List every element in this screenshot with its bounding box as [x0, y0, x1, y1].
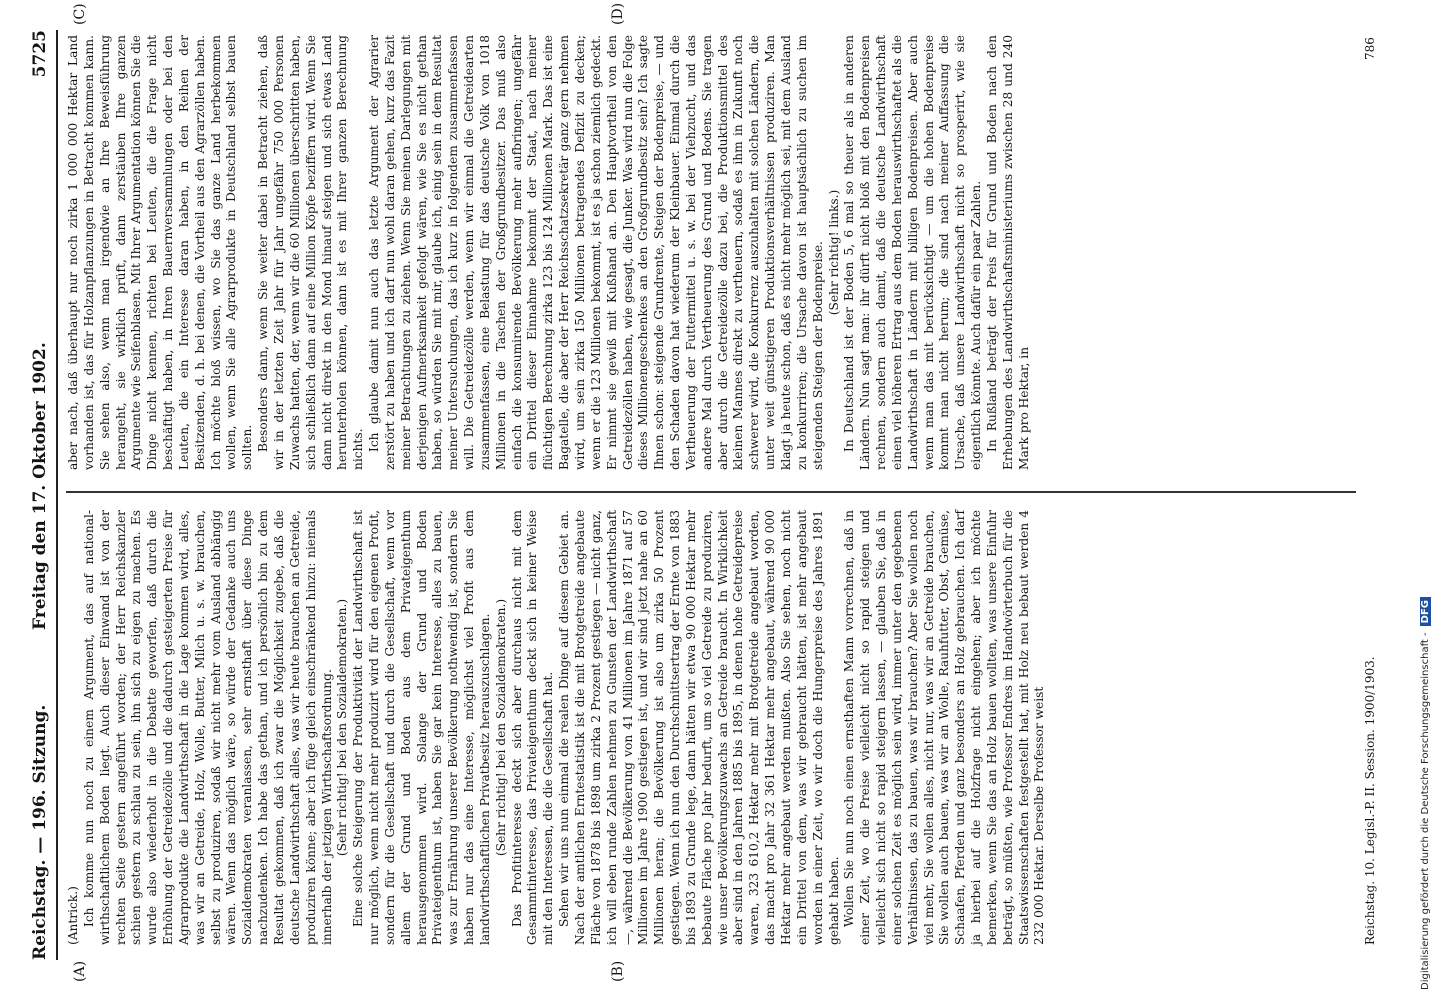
header-session: Reichstag. — 196. Sitzung.	[30, 704, 50, 960]
paragraph: Eine solche Steigerung der Produktivität der Landwirthschaft ist nur möglich, wenn nicht mehr produzirt wird für den eigenen Profit, sondern für die Gesellschaft und durch die Gesellschaft, wenn vor allem der Grund und Boden aus dem Privateigenthum herausgenommen wird. Solange der Grund und Boden Privateigenthum ist, haben Sie gar kein Interesse, alles zu bauen, was zur Ernährung unserer Bevölkerung nothwendig ist, sondern Sie haben nur das eine Interesse, möglichst viel Profit aus dem landwirthschaftlichen Privatbesitz herauszuschlagen.	[351, 510, 492, 945]
dfg-logo: DFG	[1420, 597, 1431, 626]
margin-marker-d: (D)	[610, 2, 626, 25]
header-date: Freitag den 17. Oktober 1902.	[30, 342, 50, 630]
left-text-column	[66, 510, 1048, 945]
right-text-column	[66, 35, 1032, 470]
margin-marker-c: (C)	[72, 3, 88, 25]
paragraph: Das Profitinteresse deckt sich aber durchaus nicht mit dem Gesammtinteresse, das Privateigenthum deckt sich in keiner Weise mit den Interessen, die die Gesellschaft hat.	[509, 510, 556, 945]
margin-marker-b: (B)	[610, 960, 626, 982]
interjection: (Sehr richtig! bei den Sozialdemokraten.)	[335, 598, 350, 857]
credit-text: Digitalisierung gefördert durch die Deutsche Forschungsgemeinschaft -	[1420, 632, 1431, 990]
paragraph: Ich glaube damit nun auch das letzte Argument der Agrarier zerstört zu haben und ich darf nun wohl daran gehen, kurz das Fazit meiner Betrachtungen zu ziehen. Wenn Sie meinen Darlegungen mit derjenigen Aufmerksamkeit gefolgt wären, wie Sie es nicht gethan haben, so würden Sie mit mir, glaube ich, einig sein in dem Resultat meiner Untersuchungen, das ich kurz in folgendem zusammenfassen will. Die Getreidezölle werden, wenn wir einmal die Getreidearten zusammenfassen, eine Belastung für das deutsche Volk von 1018 Millionen in die Taschen der Großgrundbesitzer. Das muß also einfach die konsumirende Bevölkerung mehr aufbringen; ungefähr ein Drittel dieser Einnahme bekommt der Staat, nach meiner flüchtigen Berechnung zirka 123 bis 124 Millionen Mark. Das ist eine Bagatelle, die aber der Herr Reichsschatzsekretär ganz gern nehmen wird, um sein zirka 150 Millionen betragendes Defizit zu decken; wenn er die 123 Millionen bekommt, ist es ja schon ziemlich gedeckt. Er nimmt sie gewiß mit Kußhand an. Den Hauptvortheil von den Getreidezöllen haben, wie gesagt, die Junker. Was wird nun die Folge dieses Millionengeschenkes an den Großgrundbesitz sein? Ich sagte Ihnen schon: steigende Grundrente, Steigen der Bodenpreise, — und den Schaden davon hat wiederum der Kleinbauer. Einmal durch die Vertheuerung der Futtermittel u. s. w. bei der Viehzucht, und das andere Mal durch Vertheuerung des Grund und Bodens. Sie tragen aber durch die Getreidezölle dazu bei, die Produktionsmittel des kleinen Mannes direkt zu vertheuern, sodaß es ihm in Zukunft noch schwerer wird, die Konkurrenz auszuhalten mit solchen Ländern, die unter weit günstigeren Produktionsverhältnissen produziren. Man klagt ja heute schon, daß es nicht mehr möglich sei, mit dem Ausland zu konkurriren; die Ursache davon ist hauptsächlich zu suchen im steigenden Steigen der Bodenpreise.	[367, 35, 825, 470]
footer-session-info: Reichstag. 10. Legisl.-P. II. Session. 1900/1903.	[1363, 656, 1377, 945]
page-number: 5725	[30, 30, 50, 78]
paragraph: aber nach, daß überhaupt nur noch zirka 1 000 000 Hektar Land vorhanden ist, das für Holzanpflanzungen in Betracht kommen kann. Sie sehen also, wenn man irgendwie an Ihre Beweisführung herangeht, sie wirklich prüft, dann zerstäuben Ihre ganzen Argumente wie Seifenblasen. Mit Ihrer Argumentation können Sie die Dinge nicht kennen, richten bei Leuten, die die Frage nicht beschäftigt haben, in Ihren Bauernversammlungen oder bei den Leuten, die ein Interesse daran haben, in den Reihen der Besitzenden, d. h. bei denen, die Vortheil aus den Agrarzöllen haben. Ich möchte bloß wissen, wo Sie das ganze Land herbekommen wollen, wenn Sie alle Agrarprodukte in Deutschland selbst bauen sollten.	[66, 35, 255, 470]
paragraph: Ich komme nun noch zu einem Argument, das auf national-wirthschaftlichem Boden liegt. Auch dieser Einwand ist von der rechten Seite gestern angeführt worden; der Herr Reichskanzler schien gestern zu schlau zu sein, ihn sich zu eigen zu machen. Es wurde also wiederholt in die Debatte geworfen, daß durch die Erhöhung der Getreidezölle und die dadurch gesteigerten Preise für Agrarprodukte die Landwirthschaft in die Lage kommen wird, alles, was wir an Getreide, Holz, Wolle, Butter, Milch u. s. w. brauchen, selbst zu produziren, sodaß wir nicht mehr vom Ausland abhängig wären. Wenn das möglich wäre, so würde der Gedanke auch uns Sozialdemokraten veranlassen, sehr ernsthaft über diese Dinge nachzudenken. Ich habe das gethan, und ich persönlich bin zu dem Resultat gekommen, daß ich zwar die Möglichkeit zugebe, daß die deutsche Landwirthschaft alles, was wir heute brauchen an Getreide, produziren könne; aber ich füge gleich einschränkend hinzu: niemals innerhalb der jetzigen Wirthschaftsordnung.	[81, 510, 334, 945]
speaker-note: (Antrick.)	[66, 886, 80, 945]
digitization-credit	[1420, 597, 1431, 990]
column-divider	[66, 491, 1356, 493]
paragraph: In Rußland beträgt der Preis für Grund und Boden nach den Erhebungen des Landwirthschaftsministeriums zwischen 28 und 240 Mark pro Hektar, in	[984, 35, 1031, 470]
paragraph: Wollen Sie nun noch einen ernsthaften Mann vorrechnen, daß in einer Zeit, wo die Preise vielleicht nicht so rapid steigen und vielleicht sich nicht so rapid steigern lassen, — glauben Sie, daß in einer solchen Zeit es möglich sein wird, immer unter den gegebenen Verhältnissen, das zu bauen, was wir brauchen? Aber Sie wollen noch viel mehr, Sie wollen alles, nicht nur, was wir an Getreide brauchen, Sie wollen auch bauen, was wir an Wolle, Rauhfutter, Obst, Gemüse, Schaafen, Pferden und ganz besonders an Holz gebrauchen. Ich darf ja hierbei auf die Holzfrage nicht eingehen; aber ich möchte bemerken, wenn Sie das an Holz bauen wollten, was unsere Einfuhr beträgt, so müßten, wie Professor Endres im Handwörterbuch für die Staatswissenschaften festgestellt hat, mit Holz neu bebaut werden 4 232 000 Hektar. Derselbe Professor weist	[842, 510, 1047, 945]
paragraph: In Deutschland ist der Boden 5, 6 mal so theuer als in anderen Ländern. Nun sagt man: ihr dürft nicht bloß mit den Bodenpreisen rechnen, sondern auch damit, daß die deutsche Landwirthschaft einen viel höheren Ertrag aus dem Boden herauswirthschaftet als die Landwirthschaft in Ländern mit billigen Bodenpreisen. Aber auch wenn man das mit berücksichtigt — um die hohen Bodenpreise kommt man nicht herum; die sind nach meiner Auffassung die Ursache, daß unsere Landwirthschaft nicht so prosperirt, wie sie eigentlich könnte. Auch dafür ein paar Zahlen.	[842, 35, 984, 470]
interjection: (Sehr richtig! bei den Sozialdemokraten.)	[493, 598, 508, 857]
page-header	[26, 30, 58, 960]
interjection: (Sehr richtig! links.)	[826, 189, 841, 316]
margin-marker-a: (A)	[72, 960, 88, 982]
footer-sheet-number: 786	[1363, 37, 1377, 60]
paragraph: Sehen wir uns nun einmal die realen Dinge auf diesem Gebiet an. Nach der amtlichen Erntestatistik ist die mit Brotgetreide angebaute Fläche von 1878 bis 1898 um zirka 2 Prozent gestiegen — nicht ganz, ich will eben runde Zahlen nehmen zu Gunsten der Landwirthschaft —, während die Bevölkerung von 41 Millionen im Jahre 1871 auf 57 Millionen im Jahre 1900 gestiegen ist, und wir sind jetzt nahe an 60 Millionen heran; die Bevölkerung ist also um zirka 50 Prozent gestiegen. Wenn ich nun den Durchschnittsertrag der Ernte von 1883 bis 1893 zu Grunde lege, dann hätten wir etwa 90 000 Hektar mehr bebaute Fläche pro Jahr bedurft, um so viel Getreide zu produziren, wie unser Bevölkerungszuwachs an Getreide braucht. In Wirklichkeit aber sind in den Jahren 1885 bis 1895, in denen hohe Getreidepreise waren, 323 610,2 Hektar mehr mit Brotgetreide angebaut worden, das macht pro Jahr 32 361 Hektar mehr angebaut, während 90 000 Hektar mehr angebaut werden mußten. Also Sie sehen, noch nicht ein Drittel von dem, was wir gebraucht hätten, ist mehr angebaut worden in einer Zeit, wo wir doch die Hungerpreise des Jahres 1891 gehabt haben.	[557, 510, 841, 945]
paragraph: Besonders dann, wenn Sie weiter dabei in Betracht ziehen, daß wir in der letzten Zeit Jahr für Jahr ungefähr 750 000 Personen Zuwachs hatten, der, wenn wir die 60 Millionen überschritten haben, sich schließlich dann auf eine Million Köpfe beziffern wird. Wenn Sie dann nicht direkt in den Mond hinauf steigen und sich etwas Land herunterholen können, dann ist es mit Ihrer ganzen Berechnung nichts.	[256, 35, 366, 470]
